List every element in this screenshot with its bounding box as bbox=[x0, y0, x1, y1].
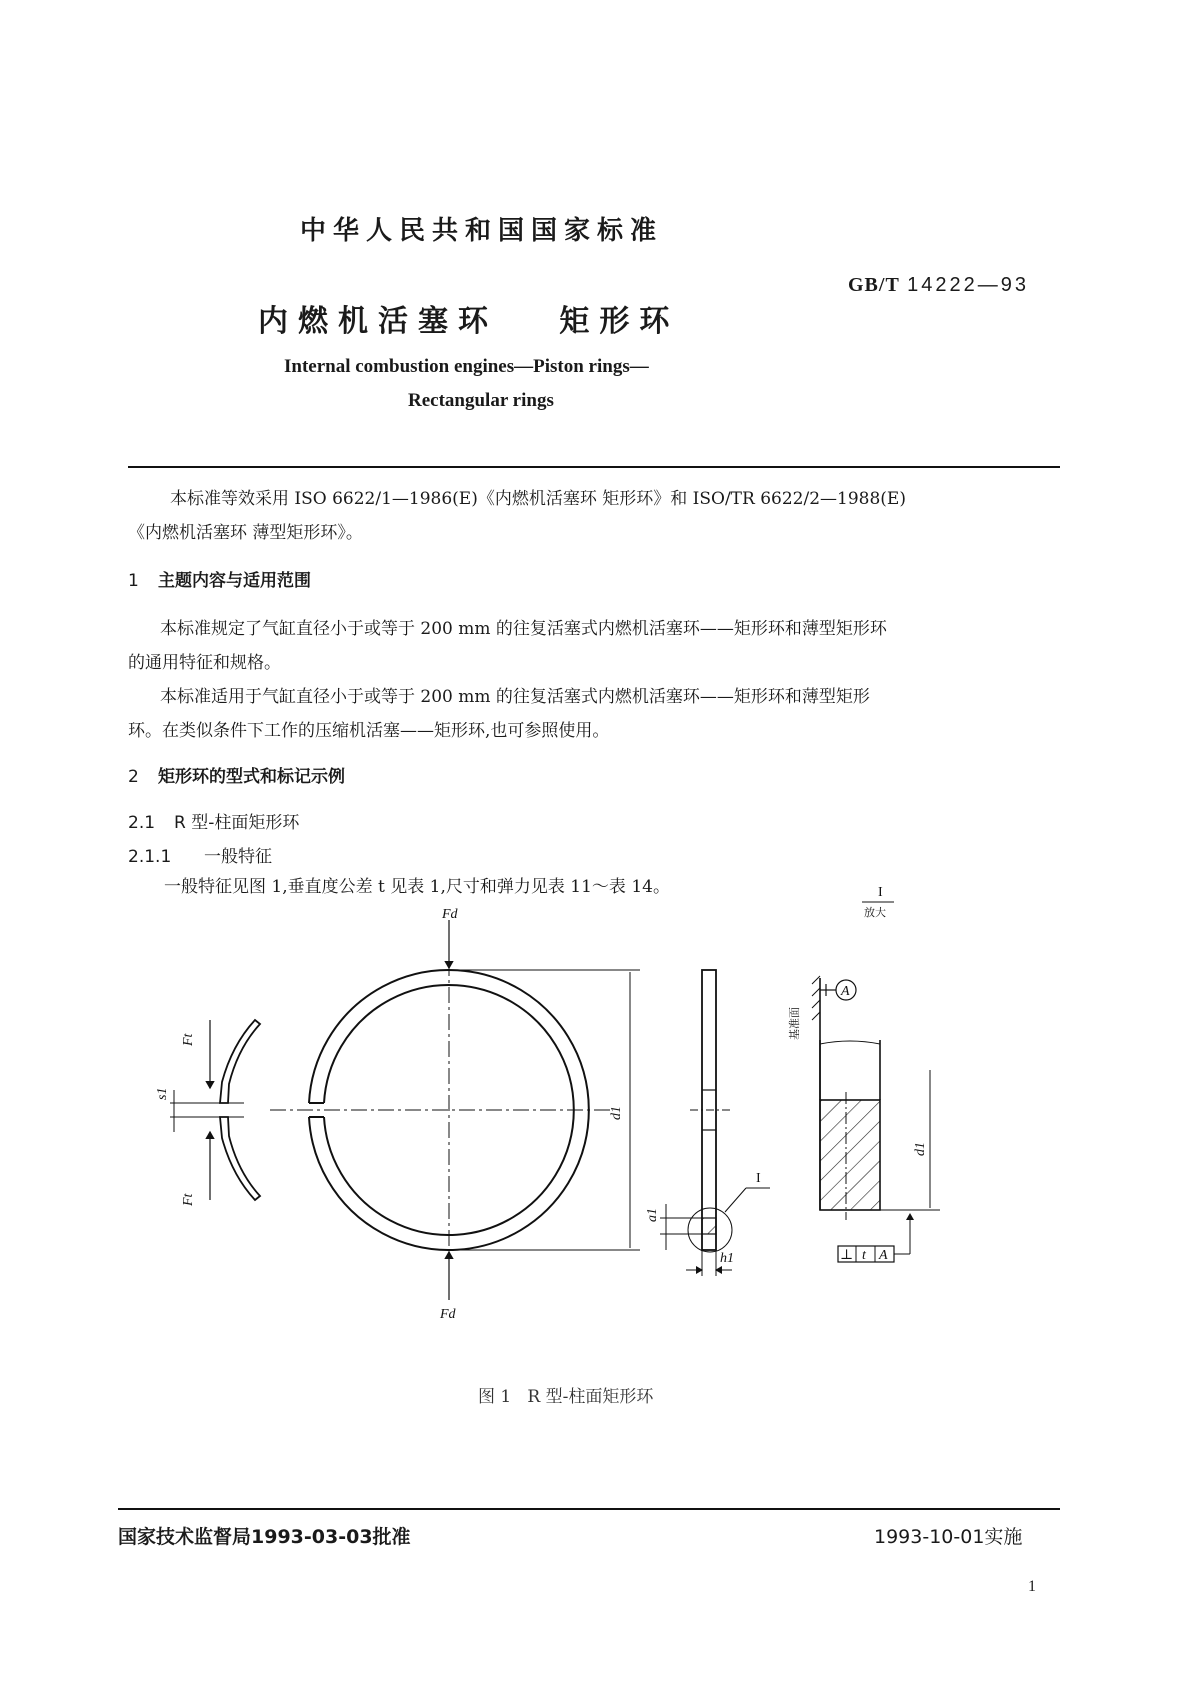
english-title-line-2: Rectangular rings bbox=[408, 390, 554, 411]
a1-label: a1 bbox=[645, 1208, 660, 1222]
ft-label-bottom: Ft bbox=[181, 1193, 196, 1206]
s1-label: s1 bbox=[155, 1087, 170, 1100]
h1-label: h1 bbox=[720, 1251, 734, 1266]
perpendicularity-symbol: ⊥ bbox=[840, 1248, 854, 1263]
section-1-number: 1 bbox=[128, 571, 139, 591]
detail-fraction-bottom: 放大 bbox=[864, 906, 886, 919]
tolerance-datum-ref: A bbox=[879, 1248, 888, 1263]
section-1-para-2-line-1: 本标准适用于气缸直径小于或等于 200 mm 的往复活塞式内燃机活塞环——矩形环和薄型矩形 bbox=[160, 687, 870, 707]
tolerance-t-label: t bbox=[862, 1248, 866, 1263]
subsection-2-1-1-number: 2.1.1 bbox=[128, 847, 172, 867]
detail-reference-label: I bbox=[756, 1171, 761, 1186]
subsection-2-1-heading bbox=[128, 808, 299, 833]
figure-1-caption: 图 1 R 型-柱面矩形环 bbox=[478, 1387, 654, 1407]
chinese-title: 内燃机活塞环 矩形环 bbox=[258, 304, 680, 339]
implementation-date: 1993-10-01实施 bbox=[874, 1526, 1023, 1548]
section-1-heading bbox=[128, 566, 311, 591]
subsection-2-1-number: 2.1 bbox=[128, 813, 156, 833]
subsection-2-1-1-heading bbox=[128, 842, 272, 867]
national-standard-heading: 中华人民共和国国家标准 bbox=[300, 216, 664, 246]
ring-front-view bbox=[270, 907, 640, 1322]
section-1-para-2-line-2: 环。在类似条件下工作的压缩机活塞——矩形环,也可参照使用。 bbox=[128, 721, 610, 741]
datum-face-label: 基准面 bbox=[788, 1007, 801, 1040]
subsection-2-1-title: R 型-柱面矩形环 bbox=[174, 813, 300, 833]
intro-line-1: 本标准等效采用 ISO 6622/1—1986(E)《内燃机活塞环 矩形环》和 ISO/TR 6622/2—1988(E) bbox=[170, 489, 906, 509]
fd-label-top: Fd bbox=[442, 907, 458, 922]
subsection-2-1-1-text: 一般特征见图 1,垂直度公差 t 见表 1,尺寸和弹力见表 11～表 14。 bbox=[164, 877, 670, 897]
fd-label-bottom: Fd bbox=[440, 1307, 456, 1322]
section-2-heading bbox=[128, 762, 345, 787]
section-1-para-1-line-2: 的通用特征和规格。 bbox=[128, 653, 281, 673]
d1-label-detail: d1 bbox=[913, 1142, 928, 1156]
page-number: 1 bbox=[1028, 1578, 1036, 1595]
ft-label-top: Ft bbox=[181, 1033, 196, 1046]
detail-enlarged-view bbox=[787, 885, 940, 1263]
datum-a-label: A bbox=[841, 984, 850, 999]
standard-code: 14222—93 bbox=[907, 274, 1030, 296]
section-1-para-1-line-1: 本标准规定了气缸直径小于或等于 200 mm 的往复活塞式内燃机活塞环——矩形环和薄型矩形环 bbox=[160, 619, 887, 639]
ring-side-view bbox=[645, 970, 770, 1276]
ring-gap-detail bbox=[155, 1020, 260, 1207]
bottom-divider bbox=[118, 1508, 1060, 1510]
subsection-2-1-1-title: 一般特征 bbox=[204, 847, 272, 867]
d1-label-front: d1 bbox=[609, 1106, 624, 1120]
intro-line-2: 《内燃机活塞环 薄型矩形环》。 bbox=[128, 523, 363, 543]
detail-fraction-top: I bbox=[878, 885, 883, 900]
section-2-title: 矩形环的型式和标记示例 bbox=[158, 767, 345, 787]
section-2-number: 2 bbox=[128, 767, 139, 787]
approval-date: 国家技术监督局1993-03-03批准 bbox=[118, 1526, 411, 1548]
standard-prefix: GB/T bbox=[848, 274, 900, 296]
section-1-title: 主题内容与适用范围 bbox=[158, 571, 311, 591]
english-title-line-1: Internal combustion engines—Piston rings— bbox=[284, 356, 649, 377]
top-divider bbox=[128, 466, 1060, 468]
standard-number bbox=[848, 272, 1029, 297]
